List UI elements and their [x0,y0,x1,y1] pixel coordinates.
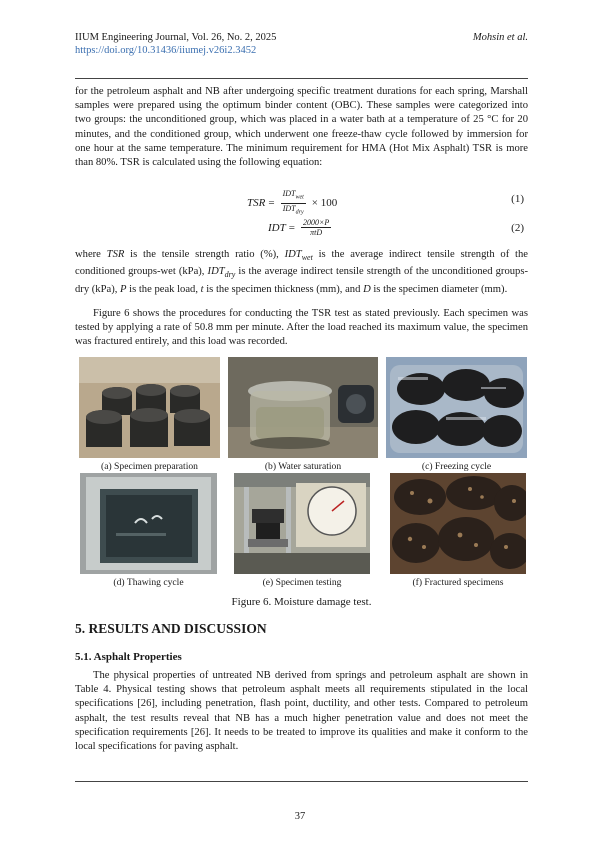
equation-1-lhs: TSR [247,197,266,210]
equation-1-fraction [281,189,306,217]
equation-2-denominator: πtD [310,228,323,237]
equation-1-number: (1) [511,193,524,205]
equation-1-body [247,189,340,217]
equation-1-equals: = [268,197,275,210]
subsection-heading: 5.1. Asphalt Properties [75,651,182,663]
photo-freezing-cycle [386,357,527,458]
photo-specimen-preparation [79,357,220,458]
equation-2-number: (2) [511,222,524,234]
paragraph-variable-definitions: where TSR is the tensile strength ratio (%), $IDT_{wet}$ is the average indirect tensile strength of the conditioned groups-wet (kPa), $IDT_{dry}$ is the average indirect tensile strength of the unconditioned groups-dry (kPa), P is the peak load, t is the specimen thickness (mm), and D is the specimen diameter (mm). [75,249,528,295]
paragraph-tsr-method: for the petroleum asphalt and NB after undergoing specific treatment durations for each spring, Marshall samples were prepared using the optimum binder content (OBC). These samples were categorized into two groups: the unconditioned group, which was placed in a water bath at a temperature of 25 °C for 20 minutes, and the conditioned group, which underwent one freeze-thaw cycle followed by immersion for one hour at the same temperature. The minimum requirement for HMA (Hot Mix Asphalt) TSR is more than 80%. TSR is calculated using the following equation: [75,86,528,169]
section-heading: 5. RESULTS AND DISCUSSION [75,621,267,636]
figure-6-caption: Figure 6. Moisture damage test. [231,596,372,608]
equation-2 [75,218,528,240]
caption-a: (a) Specimen preparation [101,461,198,472]
header-rule [75,78,528,79]
running-author: Mohsin et al. [472,32,528,43]
caption-d: (d) Thawing cycle [113,577,184,588]
caption-e: (e) Specimen testing [262,577,342,588]
caption-f: (f) Fractured specimens [412,577,504,588]
photo-specimen-testing [234,473,370,574]
equation-2-lhs: IDT [268,221,286,234]
photo-water-saturation [228,357,378,458]
paragraph-asphalt-properties: The physical properties of untreated NB derived from springs and petroleum asphalt are shown in Table 4. Physical testing shows that petroleum asphalt meets all requirements stipulated in the local specifications [26], including penetration, flash point, ductility, and other tests. Compared to petroleum asphalt, the test results reveal that NB has a much higher penetration value and does not meet the specification requirements [26]. It needs to be treated to improve its qualities and make it conform to the local specifications for paving asphalt. [75,670,528,753]
photo-thawing-cycle [80,473,217,574]
page-number: 37 [294,811,306,822]
equation-1-multiplier: × 100 [311,197,338,210]
equation-1-numerator: $IDT_{wet}$ [281,189,306,204]
equation-2-equals: = [288,221,295,234]
footer-rule [75,781,528,782]
doi-link[interactable]: https://doi.org/10.31436/iiumej.v26i2.3452 [75,45,257,56]
photo-fractured-specimens [390,473,526,574]
equation-2-fraction [301,218,331,237]
caption-b: (b) Water saturation [264,461,342,472]
equation-2-numerator: 2000×P [302,218,330,227]
equation-1 [75,189,528,216]
caption-c: (c) Freezing cycle [421,461,492,472]
paragraph-figure6-intro: Figure 6 shows the procedures for conducting the TSR test as stated previously. Each specimen was tested by applying a rate of 50.8 mm per minute. After the load reached its maximum value, the specimen was fractured entirely, and this load was recorded. [75,308,528,348]
journal-citation: IIUM Engineering Journal, Vol. 26, No. 2, 2025 [75,32,277,43]
equation-1-denominator: $IDT_{dry}$ [282,203,304,216]
equation-2-body [268,218,334,237]
